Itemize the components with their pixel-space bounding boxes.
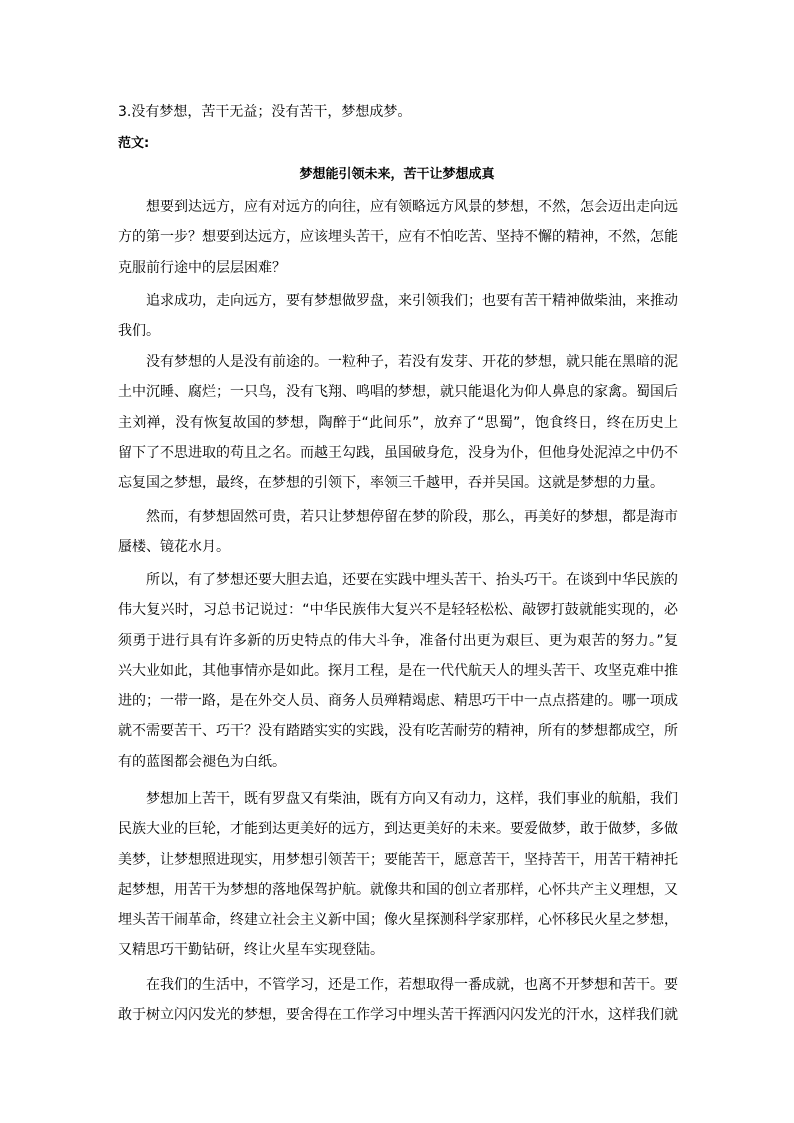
essay-title: 梦想能引领未来，苦干让梦想成真	[299, 167, 495, 182]
essay-paragraph-3: 没有梦想的人是没有前途的。一粒种子，若没有发芽、开花的梦想，就只能在黑暗的泥土中沉睡、腐烂；一只鸟，没有飞翔、鸣唱的梦想，就只能退化为仰人鼻息的家禽。蜀国后主刘禅，没有恢复故国的梦想，陶醉于“此间乐”，放弃了“思蜀”，饱食终日，终在历史上留下了不思进取的苟且之名。而越王勾践，虽国破身危，没身为仆，但他身处泥淖之中仍不忘复国之梦想，最终，在梦想的引领下，率领三千越甲，吞并吴国。这就是梦想的力量。	[118, 354, 678, 492]
essay-paragraph-2: 追求成功，走向远方，要有梦想做罗盘，来引领我们；也要有苦干精神做柴油，来推动我们。	[118, 293, 678, 340]
sample-essay-label: 范文:	[118, 136, 150, 151]
essay-paragraph-5: 所以，有了梦想还要大胆去追，还要在实践中埋头苦干、抬头巧干。在谈到中华民族的伟大复兴时，习总书记说过：“中华民族伟大复兴不是轻轻松松、敲锣打鼓就能实现的，必须勇于进行具有许多新的历史特点的伟大斗争，准备付出更为艰巨、更为艰苦的努力。”复兴大业如此，其他事情亦是如此。探月工程，是在一代代航天人的埋头苦干、攻坚克难中推进的；一带一路，是在外交人员、商务人员殚精竭虑、精思巧干中一点点搭建的。哪一项成就不需要苦干、巧干？没有踏踏实实的实践，没有吃苦耐劳的精神，所有的梦想都成空，所有的蓝图都会褪色为白纸。	[118, 572, 678, 770]
essay-paragraph-6: 梦想加上苦干，既有罗盘又有柴油，既有方向又有动力，这样，我们事业的航船，我们民族大业的巨轮，才能到达更美好的远方，到达更美好的未来。要爱做梦，敢于做梦，多做美梦，让梦想照进现实，用梦想引领苦干；要能苦干，愿意苦干，坚持苦干，用苦干精神托起梦想，用苦干为梦想的落地保驾护航。就像共和国的创立者那样，心怀共产主义理想，又埋头苦干闹革命，终建立社会主义新中国；像火星探测科学家那样，心怀移民火星之梦想，又精思巧干勤钻研，终让火星车实现登陆。	[118, 791, 678, 959]
item-3-text: 3.没有梦想，苦干无益；没有苦干，梦想成梦。	[118, 104, 412, 120]
essay-paragraph-1: 想要到达远方，应有对远方的向往，应有领略远方风景的梦想，不然，怎会迈出走向远方的第一步？想要到达远方，应该埋头苦干，应有不怕吃苦、坚持不懈的精神，不然，怎能克服前行途中的层层困难？	[118, 199, 678, 276]
essay-paragraph-7: 在我们的生活中，不管学习，还是工作，若想取得一番成就，也离不开梦想和苦干。要敢于树立闪闪发光的梦想，要舍得在工作学习中埋头苦干挥洒闪闪发光的汗水，这样我们就	[118, 977, 678, 1024]
essay-paragraph-4: 然而，有梦想固然可贵，若只让梦想停留在梦的阶段，那么，再美好的梦想，都是海市蜃楼、镜花水月。	[118, 509, 678, 556]
